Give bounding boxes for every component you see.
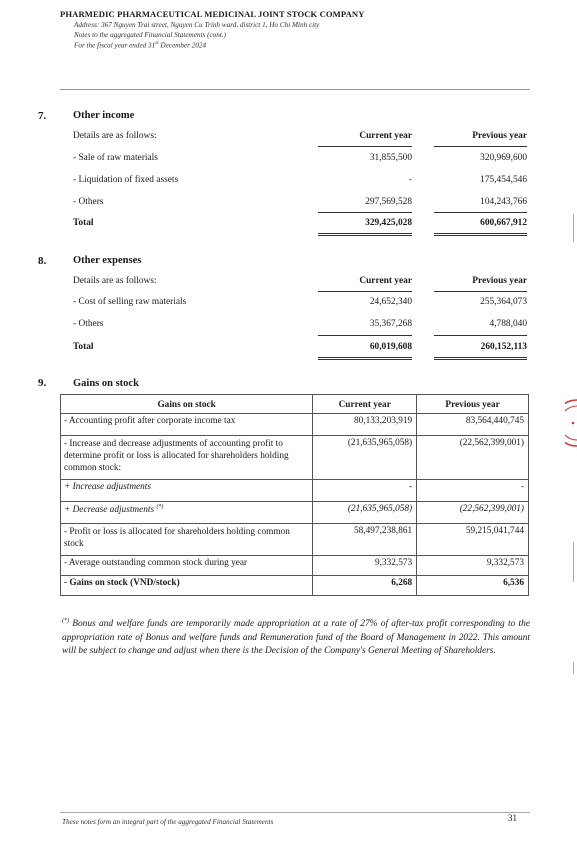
footnote-marker: (*) — [62, 618, 69, 624]
header-underline — [318, 146, 412, 147]
column-header-previous: Previous year — [472, 131, 527, 141]
current-value: (21,635,965,058) — [313, 436, 417, 480]
section-number: 8. — [38, 255, 47, 267]
previous-value: - — [417, 480, 529, 502]
details-label: Details are as follows: — [73, 276, 157, 286]
column-header-current: Current year — [359, 131, 412, 141]
header-underline — [434, 146, 527, 147]
row-label: - Profit or loss is allocated for shareholders holding common stock — [61, 524, 313, 556]
notes-subtitle: Notes to the aggregated Financial Statements (cont.) — [74, 31, 227, 39]
current-value: 297,569,528 — [365, 197, 412, 207]
current-value: 80,133,203,919 — [313, 414, 417, 436]
total-current: 60,019,608 — [369, 342, 412, 352]
section-title: Other income — [73, 110, 135, 121]
row-label: - Others — [73, 197, 104, 207]
section-title: Gains on stock — [73, 378, 139, 389]
current-value: 6,268 — [313, 576, 417, 596]
footnote-text: Bonus and welfare funds are temporarily made appropriation at a rate of 27% of after-tax profit corresponding to the appropriation rate of Bonus and welfare funds and Remuneration fund of the Board of Management in 2022. This amount will be subject to change and adjust when there is the Decision of the Company's General Meeting of Shareholders. — [62, 619, 530, 657]
previous-value: 59,215,041,744 — [417, 524, 529, 556]
previous-value: 320,969,600 — [480, 153, 527, 163]
footer-divider — [60, 812, 530, 813]
header-underline — [434, 291, 527, 292]
row-label: - Cost of selling raw materials — [73, 297, 187, 307]
table-row — [61, 576, 529, 596]
section-number: 7. — [38, 110, 47, 122]
company-name: PHARMEDIC PHARMACEUTICAL MEDICINAL JOINT STOCK COMPANY — [60, 9, 365, 19]
table-row — [61, 502, 529, 524]
row-label: + Decrease adjustments — [64, 505, 155, 516]
row-label: - Average outstanding common stock during year — [61, 556, 313, 576]
table-header: Current year — [313, 395, 417, 414]
current-value: 9,332,573 — [313, 556, 417, 576]
company-address: Address: 367 Nguyen Trai street, Nguyen Cu Trinh ward, district 1, Ho Chi Minh city — [74, 21, 320, 29]
previous-value: 175,454,546 — [480, 175, 527, 185]
red-company-seal-icon — [565, 398, 577, 448]
page-number: 31 — [508, 813, 517, 823]
section-title: Other expenses — [73, 255, 142, 266]
footnote-marker: (*) — [156, 504, 164, 510]
current-value: 58,497,238,861 — [313, 524, 417, 556]
previous-value: 255,364,073 — [480, 297, 527, 307]
total-double-rule — [318, 233, 412, 236]
table-row — [61, 556, 529, 576]
previous-value: 104,243,766 — [480, 197, 527, 207]
footnote — [62, 615, 530, 659]
row-label: + Increase adjustments — [61, 480, 313, 502]
total-rule — [318, 335, 412, 336]
current-value: 31,855,500 — [369, 153, 412, 163]
section-number: 9. — [38, 377, 47, 389]
table-row — [61, 480, 529, 502]
row-label: - Gains on stock (VND/stock) — [61, 576, 313, 596]
page-edge-mark — [573, 542, 574, 582]
page-edge-mark — [573, 214, 574, 242]
total-previous: 600,667,912 — [480, 218, 527, 228]
page-edge-mark — [573, 662, 574, 674]
table-row — [61, 524, 529, 556]
previous-value: (22,562,399,001) — [417, 436, 529, 480]
row-label: - Accounting profit after corporate income tax — [61, 414, 313, 436]
column-header-current: Current year — [359, 276, 412, 286]
total-rule — [434, 335, 527, 336]
total-label: Total — [73, 342, 94, 352]
current-value: - — [408, 175, 412, 185]
previous-value: 9,332,573 — [417, 556, 529, 576]
footer-text: These notes form an integral part of the aggregated Financial Statements — [62, 818, 274, 826]
column-header-previous: Previous year — [472, 276, 527, 286]
row-label: - Liquidation of fixed assets — [73, 175, 179, 185]
total-double-rule — [434, 357, 527, 360]
previous-value: (22,562,399,001) — [417, 502, 529, 524]
table-row — [61, 414, 529, 436]
total-current: 329,425,028 — [365, 218, 412, 228]
header-underline — [318, 291, 412, 292]
current-value: 35,367,268 — [369, 319, 412, 329]
table-header: Previous year — [417, 395, 529, 414]
total-double-rule — [318, 357, 412, 360]
details-label: Details are as follows: — [73, 131, 157, 141]
row-label: - Sale of raw materials — [73, 153, 158, 163]
current-value: (21,635,965,058) — [313, 502, 417, 524]
header-divider — [60, 89, 530, 90]
total-rule — [434, 212, 527, 213]
total-previous: 260,152,113 — [480, 342, 527, 352]
current-value: 24,652,340 — [369, 297, 412, 307]
previous-value: 83,564,440,745 — [417, 414, 529, 436]
current-value: - — [313, 480, 417, 502]
table-header-row — [61, 395, 529, 414]
row-label-cell — [61, 502, 313, 524]
fiscal-period: For the fiscal year ended 31st December 2024 — [74, 41, 207, 50]
table-header: Gains on stock — [61, 395, 313, 414]
total-rule — [318, 212, 412, 213]
gains-on-stock-table — [60, 394, 529, 596]
total-label: Total — [73, 218, 94, 228]
row-label: - Increase and decrease adjustments of accounting profit to determine profit or loss is allocated for shareholders holding common stock: — [61, 436, 313, 480]
previous-value: 6,536 — [417, 576, 529, 596]
total-double-rule — [434, 233, 527, 236]
table-row — [61, 436, 529, 480]
previous-value: 4,788,040 — [489, 319, 527, 329]
row-label: - Others — [73, 319, 104, 329]
